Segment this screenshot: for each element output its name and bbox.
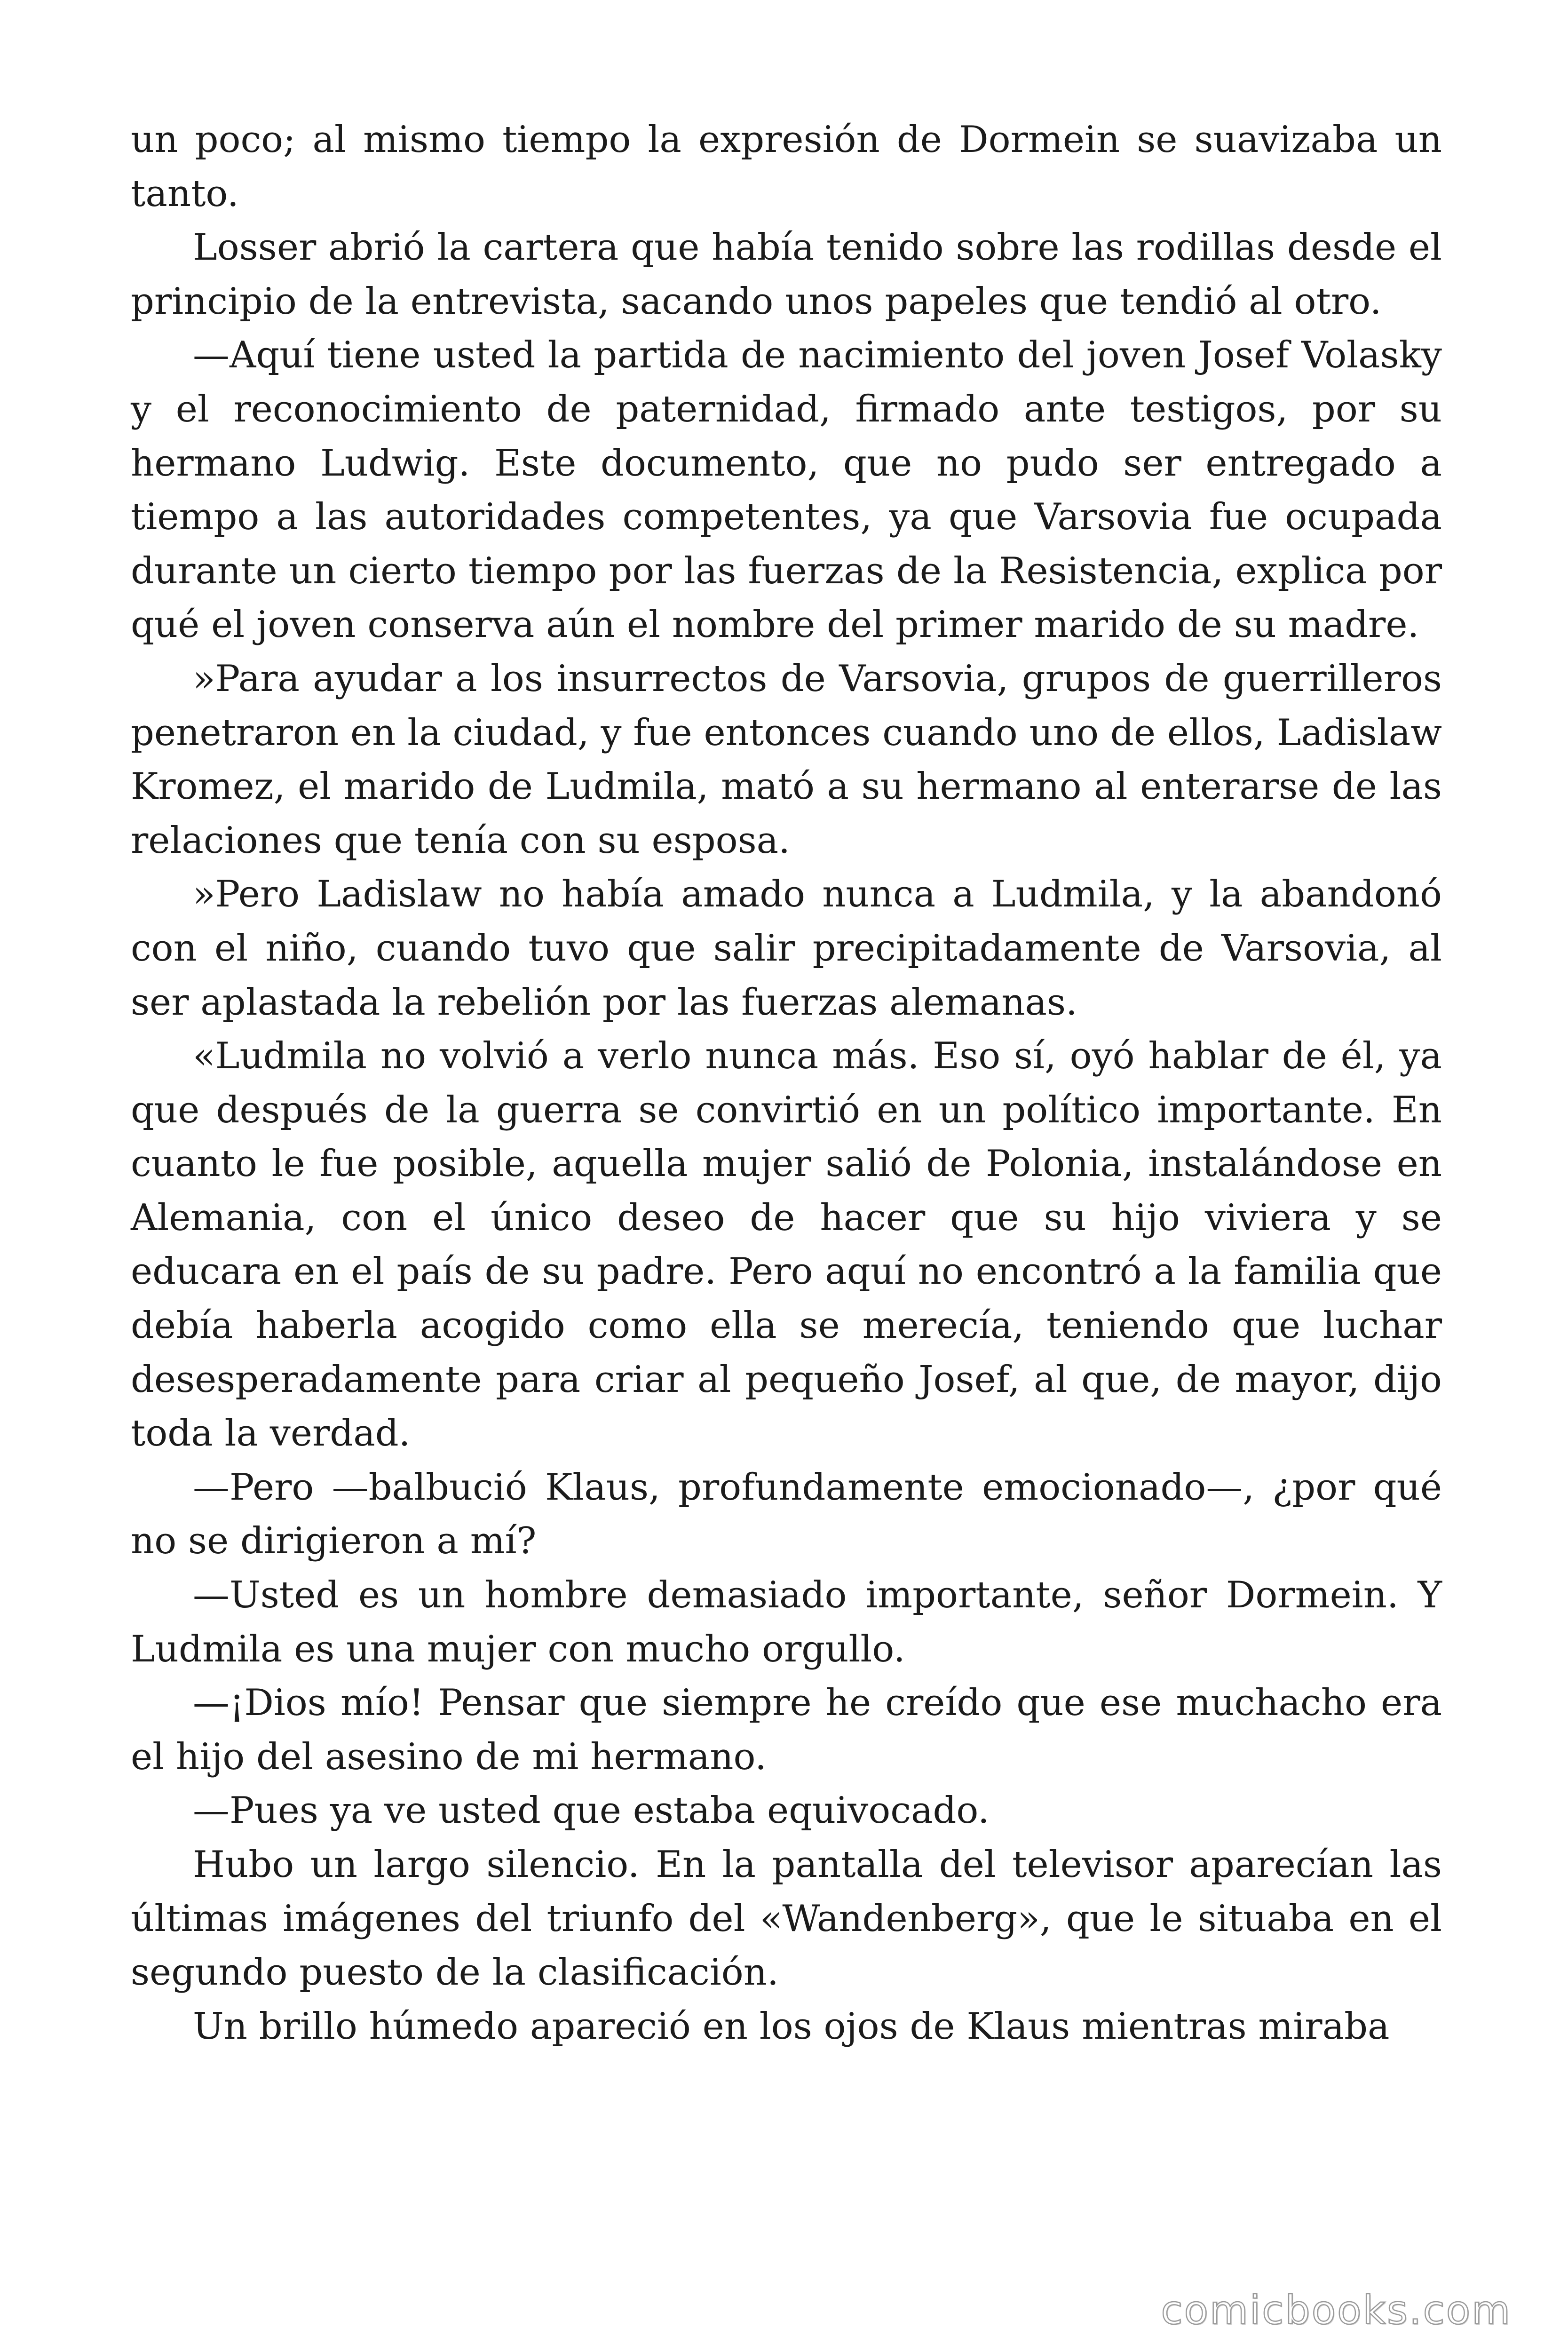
paragraph-dialogue: —Pero —balbució Klaus, profundamente emocionado—, ¿por qué no se dirigieron a mí?	[131, 1466, 1442, 1563]
paragraph-dialogue: —Pues ya ve usted que estaba equivocado.	[193, 1789, 990, 1832]
paragraph-dialogue: —¡Dios mío! Pensar que siempre he creído que ese muchacho era el hijo del asesino de mi hermano.	[131, 1682, 1442, 1778]
paragraph: Losser abrió la cartera que había tenido sobre las rodillas desde el principio de la entrevista, sacando unos papeles que tendió al otro.	[131, 226, 1442, 323]
paragraph-quoted: «Ludmila no volvió a verlo nunca más. Eso sí, oyó hablar de él, ya que después de la guerra se convirtió en un político importante. En cuanto le fue posible, aquella mujer salió de Polonia, instalándose en Alemania, con el único deseo de hacer que su hijo viviera y se educara en el país de su padre. Pero aquí no encontró a la familia que debía haberla acogido como ella se merecía, teniendo que luchar desesperadamente para criar al pequeño Josef, al que, de mayor, dijo toda la verdad.	[131, 1035, 1442, 1455]
paragraph-dialogue: —Aquí tiene usted la partida de nacimiento del joven Josef Volasky y el reconocimiento de paternidad, firmado ante testigos, por su hermano Ludwig. Este documento, que no pudo ser entregado a tiempo a las autoridades competentes, ya que Varsovia fue ocupada durante un cierto tiempo por las fuerzas de la Resistencia, explica por qué el joven conserva aún el nombre del primer marido de su madre.	[131, 334, 1442, 646]
paragraph-quoted: »Para ayudar a los insurrectos de Varsovia, grupos de guerrilleros penetraron en la ciudad, y fue entonces cuando uno de ellos, Ladislaw Kromez, el marido de Ludmila, mató a su hermano al enterarse de las relaciones que tenía con su esposa.	[131, 657, 1442, 862]
paragraph: Hubo un largo silencio. En la pantalla del televisor aparecían las últimas imágenes del triunfo del «Wandenberg», que le situaba en el segundo puesto de la clasificación.	[131, 1843, 1442, 1994]
paragraph-continuation: un poco; al mismo tiempo la expresión de Dormein se suavizaba un tanto.	[131, 119, 1442, 215]
body-text	[131, 113, 1442, 2053]
paragraph-quoted: »Pero Ladislaw no había amado nunca a Ludmila, y la abandonó con el niño, cuando tuvo que salir precipitadamente de Varsovia, al ser aplastada la rebelión por las fuerzas alemanas.	[131, 873, 1442, 1024]
paragraph-last: Un brillo húmedo apareció en los ojos de Klaus mientras miraba	[193, 2005, 1390, 2048]
paragraph-dialogue: —Usted es un hombre demasiado importante, señor Dormein. Y Ludmila es una mujer con mucho orgullo.	[131, 1574, 1442, 1670]
watermark-logo: comicbooks.com	[1161, 2287, 1512, 2333]
